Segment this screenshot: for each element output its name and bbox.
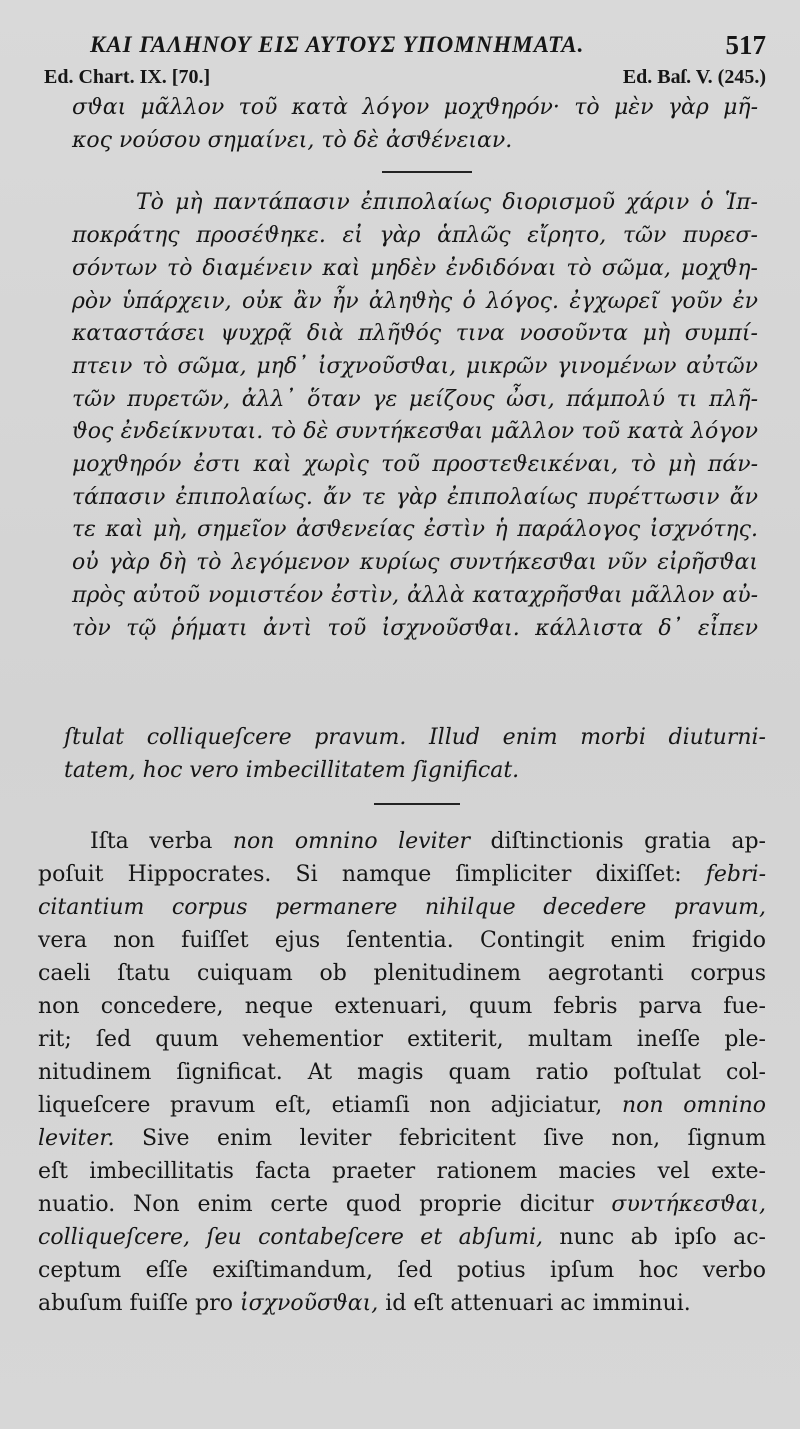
greek-line: τῶν πυρετῶν, ἀλλ᾽ ὅταν γε μείζους ὦσι, πάμπολύ τι πλῆ- <box>72 386 758 412</box>
latin-line: citantium corpus permanere nihilque decedere pravum, <box>38 895 766 921</box>
latin-line: tatem, hoc vero imbecillitatem ſignificat. <box>64 758 520 784</box>
page-number: 517 <box>725 30 766 60</box>
latin-text: poſuit Hippocrates. Si namque ſimpliciter dixiſſet: <box>38 862 706 888</box>
greek-line: καταστάσει ψυχρᾷ διὰ πλῆϑός τινα νοσοῦντα μὴ συμπί- <box>72 321 758 347</box>
latin-italic-text: febri- <box>705 862 766 888</box>
latin-text: nuatio. Non enim certe quod proprie dicitur <box>38 1192 612 1218</box>
greek-line: πρὸς αὐτοῦ νομιστέον ἐστὶν, ἀλλὰ καταχρῆσϑαι μᾶλλον αὐ- <box>72 582 758 608</box>
greek-line: οὐ γὰρ δὴ τὸ λεγόμενον κυρίως συντήκεσϑαι νῦν εἰρῆσϑαι <box>72 550 758 576</box>
latin-line: rit; ſed quum vehementior extiterit, multam ineſſe ple- <box>38 1027 766 1053</box>
latin-line <box>38 1287 766 1320</box>
running-head <box>38 32 766 66</box>
latin-italic-text: non omnino leviter <box>232 829 471 855</box>
greek-line: ρὸν ὑπάρχειν, οὐκ ἂν ἦν ἀληϑὴς ὁ λόγος. ἐγχωρεῖ γοῦν ἐν <box>72 288 758 314</box>
latin-line <box>38 1122 766 1155</box>
latin-line: caeli ſtatu cuiquam ob plenitudinem aegrotanti corpus <box>38 961 766 987</box>
greek-word: συντήκεσϑαι, <box>611 1192 766 1218</box>
latin-line: eſt imbecillitatis facta praeter rationem macies vel exte- <box>38 1159 766 1185</box>
greek-line: τὸν τῷ ῥήματι ἀντὶ τοῦ ἰσχνοῦσϑαι. κάλλιστα δ᾽ εἶπεν <box>72 615 758 641</box>
greek-aphorism-end <box>38 92 766 157</box>
greek-line: πτειν τὸ σῶμα, μηδ᾽ ἰσχνοῦσϑαι, μικρῶν γινομένων αὐτῶν <box>72 353 758 379</box>
latin-line: ceptum eſſe exiſtimandum, ſed potius ipſum hoc verbo <box>38 1258 766 1284</box>
greek-line: σϑαι μᾶλλον τοῦ κατὰ λόγον μοχϑηρόν· τὸ μὲν γὰρ μῆ- <box>72 95 758 120</box>
running-title: ΚΑΙ ΓΑΛΗΝΟΥ ΕΙΣ ΑΥΤΟΥΣ ΥΠΟΜΝΗΜΑΤΑ. <box>90 32 585 57</box>
latin-aphorism-end <box>38 721 766 787</box>
greek-line: ϑος ἐνδείκνυται. τὸ δὲ συντήκεσϑαι μᾶλλον τοῦ κατὰ λόγον <box>72 419 758 445</box>
greek-line: κος νούσου σημαίνει, τὸ δὲ ἀσϑένειαν. <box>72 127 513 153</box>
latin-line <box>38 858 766 891</box>
latin-italic-text: leviter. <box>38 1126 115 1152</box>
section-divider <box>374 803 460 805</box>
latin-text: Sive enim leviter febricitent ſive non, ſignum <box>114 1126 766 1152</box>
latin-line <box>38 825 766 858</box>
latin-line <box>38 1188 766 1221</box>
edition-chartier: Ed. Chart. IX. [70.] <box>44 66 211 88</box>
greek-word: ἰσχνοῦσϑαι, <box>240 1291 379 1317</box>
latin-line <box>38 1221 766 1254</box>
section-divider <box>382 171 472 173</box>
latin-italic-text: colliqueſcere, ſeu contabeſcere et abſumi, <box>38 1225 543 1251</box>
greek-line: σόντων τὸ διαμένειν καὶ μηδὲν ἐνδιδόναι τὸ σῶμα, μοχϑη- <box>72 255 758 281</box>
latin-line: non concedere, neque extenuari, quum febris parva fue- <box>38 994 766 1020</box>
latin-italic-text: non omnino <box>621 1093 766 1119</box>
greek-line: τάπασιν ἐπιπολαίως. ἄν τε γὰρ ἐπιπολαίως πυρέττωσιν ἄν <box>72 484 758 510</box>
latin-line: nitudinem ſignificat. At magis quam ratio poſtulat col- <box>38 1060 766 1086</box>
greek-commentary <box>38 187 766 645</box>
latin-text: id eſt attenuari ac imminui. <box>378 1291 691 1317</box>
latin-text: nunc ab ipſo ac- <box>542 1225 766 1251</box>
greek-line: Τὸ μὴ παντάπασιν ἐπιπολαίως διορισμοῦ χάριν ὁ Ἱπ- <box>136 190 758 216</box>
edition-basel: Ed. Baſ. V. (245.) <box>622 66 766 88</box>
greek-line: ποκράτης προσέϑηκε. εἰ γὰρ ἁπλῶς εἴρητο, τῶν πυρεσ- <box>72 223 758 249</box>
latin-line: ſtulat colliqueſcere pravum. Illud enim morbi diuturni- <box>64 725 766 751</box>
latin-text: Iſta verba <box>90 829 233 855</box>
latin-line: vera non fuiſſet ejus ſententia. Contingit enim frigido <box>38 928 766 954</box>
greek-line: μοχϑηρόν ἐστι καὶ χωρὶς τοῦ προστεϑεικέναι, τὸ μὴ πάν- <box>72 452 758 478</box>
latin-line <box>38 1089 766 1122</box>
edition-line <box>38 66 766 92</box>
latin-text: diſtinctionis gratia ap- <box>470 829 766 855</box>
latin-text: liqueſcere pravum eſt, etiamſi non adjiciatur, <box>38 1093 622 1119</box>
greek-line: τε καὶ μὴ, σημεῖον ἀσϑενείας ἐστὶν ἡ παράλογος ἰσχνότης. <box>72 517 758 543</box>
latin-text: abuſum fuiſſe pro <box>38 1291 241 1317</box>
latin-commentary <box>38 825 766 1320</box>
